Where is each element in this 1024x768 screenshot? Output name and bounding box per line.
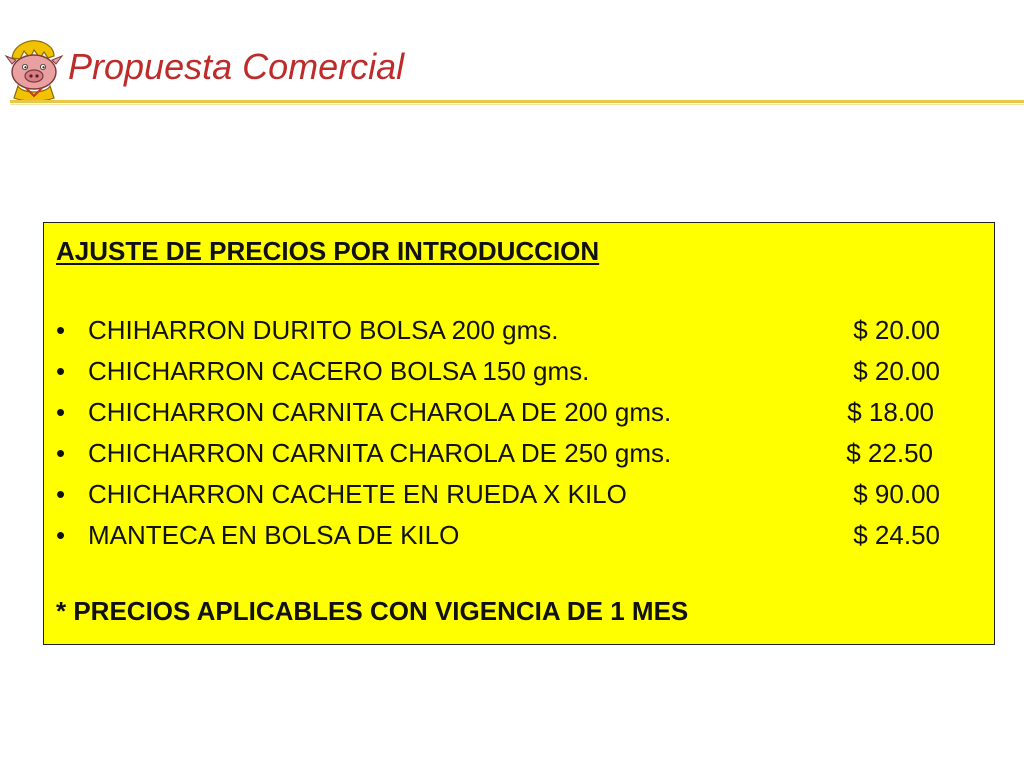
page-title: Propuesta Comercial [68,46,405,87]
bullet-icon: • [56,520,66,550]
price-list [56,315,978,561]
product-name: MANTECA EN BOLSA DE KILO [88,520,460,550]
list-item [56,520,978,561]
bullet-icon: • [56,438,66,468]
product-price: $ 18.00 [847,397,934,427]
product-price: $ 22.50 [846,438,933,468]
product-price: $ 90.00 [853,479,940,509]
list-item [56,315,978,356]
box-heading: AJUSTE DE PRECIOS POR INTRODUCCION [56,236,600,266]
mascot-pig-icon [4,36,66,102]
list-item [56,438,978,479]
product-name: CHICHARRON CARNITA CHAROLA DE 200 gms. [88,397,672,427]
product-price: $ 20.00 [853,315,940,345]
price-adjustment-box [43,222,995,645]
list-item [56,479,978,520]
bullet-icon: • [56,356,66,386]
list-item [56,356,978,397]
product-price: $ 24.50 [853,520,940,550]
product-name: CHICHARRON CARNITA CHAROLA DE 250 gms. [88,438,672,468]
product-price: $ 20.00 [853,356,940,386]
product-name: CHIHARRON DURITO BOLSA 200 gms. [88,315,559,345]
header-divider [10,100,1024,103]
slide-header [0,0,1024,110]
bullet-icon: • [56,315,66,345]
product-name: CHICHARRON CACERO BOLSA 150 gms. [88,356,590,386]
list-item [56,397,978,438]
product-name: CHICHARRON CACHETE EN RUEDA X KILO [88,479,627,509]
bullet-icon: • [56,479,66,509]
header-divider-shadow [10,104,1024,105]
bullet-icon: • [56,397,66,427]
validity-footnote: * PRECIOS APLICABLES CON VIGENCIA DE 1 MES [56,596,689,626]
